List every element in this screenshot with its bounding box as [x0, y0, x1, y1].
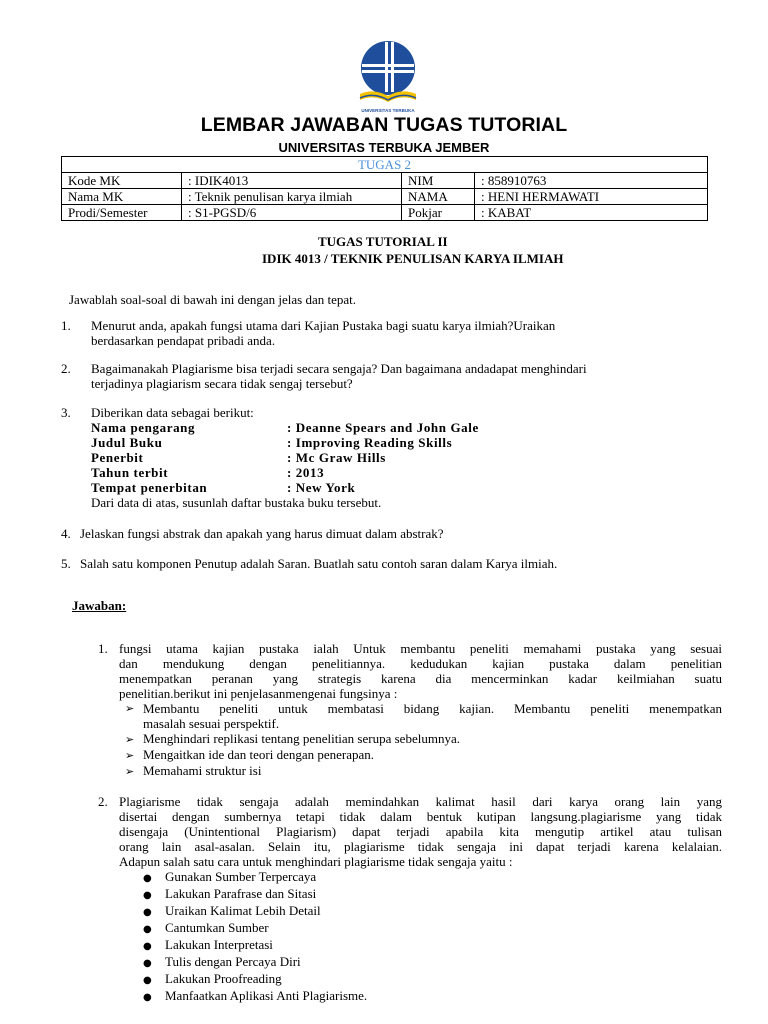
question-4: Jelaskan fungsi abstrak dan apakah yang harus dimuat dalam abstrak?: [80, 526, 444, 541]
question-5: Salah satu komponen Penutup adalah Saran. Buatlah satu contoh saran dalam Karya ilmiah.: [80, 556, 558, 571]
bib-label: Judul Buku: [91, 435, 163, 450]
list-item: [143, 886, 643, 903]
answer-line: orang lain asal-asalan. Selain itu, plagiarisme tidak sengaja ini dapat terjadi karena kelalaian.: [119, 839, 722, 854]
table-cell: Nama MK: [62, 189, 182, 205]
question-line: Menurut anda, apakah fungsi utama dari Kajian Pustaka bagi suatu karya ilmiah?Uraikan: [91, 318, 556, 333]
bullet-text: Lakukan Parafrase dan Sitasi: [165, 886, 317, 901]
list-item: [125, 701, 722, 731]
arrow-bullet-icon: ➢: [125, 765, 135, 778]
question-number: 3.: [61, 405, 71, 420]
question-number: 5.: [61, 556, 71, 571]
answer-line: penelitian.berikut ini penjelasanmengenai fungsinya :: [119, 686, 398, 701]
answer-line: fungsi utama kajian pustaka ialah Untuk membantu peneliti memahami pustaka yang sesuai: [119, 641, 722, 656]
instruction-text: Jawablah soal-soal di bawah ini dengan jelas dan tepat.: [69, 292, 356, 307]
bullet-line: Membantu peneliti untuk membatasi bidang kajian. Membantu peneliti menempatkan: [143, 701, 722, 716]
bib-row: [91, 465, 591, 480]
question-1: [91, 318, 711, 348]
question-number: 4.: [61, 526, 71, 541]
answers-heading: Jawaban:: [72, 598, 127, 613]
table-cell: Kode MK: [62, 173, 182, 189]
bib-row: [91, 435, 591, 450]
table-cell: : Teknik penulisan karya ilmiah: [182, 189, 402, 205]
bib-label: Nama pengarang: [91, 420, 196, 435]
list-item: [125, 747, 722, 763]
bullet-text: Lakukan Interpretasi: [165, 937, 273, 952]
table-cell: NAMA: [402, 189, 475, 205]
bibliography-data: [91, 420, 591, 510]
list-item: [143, 988, 643, 1005]
list-item: [125, 763, 722, 779]
arrow-bullet-icon: ➢: [125, 749, 135, 762]
bib-row: [91, 420, 591, 435]
table-cell: Pokjar: [402, 205, 475, 221]
question-line: Bagaimanakah Plagiarisme bisa terjadi secara sengaja? Dan bagaimana andadapat menghindari: [91, 361, 587, 376]
bullet-line: Mengaitkan ide dan teori dengan penerapan.: [143, 747, 375, 762]
list-item: [143, 920, 643, 937]
bib-label: Tempat penerbitan: [91, 480, 208, 495]
answer-2-paragraph: [119, 794, 722, 869]
university-logo: [348, 38, 428, 114]
bib-row: [91, 450, 591, 465]
question-line: berdasarkan pendapat pribadi anda.: [91, 333, 276, 348]
bib-label: Tahun terbit: [91, 465, 169, 480]
answer-line: menempatkan peranan yang strategis karena dia mencerminkan kadar keilmiahan suatu: [119, 671, 722, 686]
bullet-dot-icon: ●: [143, 975, 152, 986]
list-item: [143, 869, 643, 886]
bullet-text: Cantumkan Sumber: [165, 920, 269, 935]
answer-line: Plagiarisme tidak sengaja adalah memindahkan kalimat hasil dari karya orang lain yang: [119, 794, 722, 809]
table-row: [62, 205, 708, 221]
logo-caption: UNIVERSITAS TERBUKA: [361, 108, 415, 113]
table-cell: : HENI HERMAWATI: [475, 189, 708, 205]
bib-value: : Deanne Spears and John Gale: [287, 420, 479, 435]
student-info-table: [61, 156, 708, 221]
list-item: [143, 937, 643, 954]
page-title: LEMBAR JAWABAN TUGAS TUTORIAL: [200, 114, 568, 136]
bib-value: : New York: [287, 480, 356, 495]
bullet-dot-icon: ●: [143, 907, 152, 918]
bullet-dot-icon: ●: [143, 873, 152, 884]
answer-line: dan mendukung dengan penelitiannya. kedudukan kajian pustaka dalam penelitian: [119, 656, 722, 671]
answer-line: disengaja (Unintentional Plagiarism) dapat terjadi apabila kita mengutip artikel atau tulisan: [119, 824, 722, 839]
question-3-tail: Dari data di atas, susunlah daftar bustaka buku tersebut.: [91, 495, 382, 510]
table-cell: : 858910763: [475, 173, 708, 189]
list-item: [143, 954, 643, 971]
bullet-line: Menghindari replikasi tentang penelitian serupa sebelumnya.: [143, 731, 460, 746]
bullet-dot-icon: ●: [143, 958, 152, 969]
bullet-text: Uraikan Kalimat Lebih Detail: [165, 903, 321, 918]
bullet-line: Memahami struktur isi: [143, 763, 262, 778]
table-cell: NIM: [402, 173, 475, 189]
table-cell: : KABAT: [475, 205, 708, 221]
question-number: 2.: [61, 361, 71, 376]
answer-2-bullets: [143, 869, 643, 1005]
assignment-heading: TUGAS TUTORIAL II: [318, 234, 448, 249]
arrow-bullet-icon: ➢: [125, 733, 135, 746]
bullet-text: Gunakan Sumber Terpercaya: [165, 869, 317, 884]
table-row: [62, 173, 708, 189]
question-line: terjadinya plagiarism secara tidak sengaj tersebut?: [91, 376, 353, 391]
list-item: [143, 971, 643, 988]
bullet-dot-icon: ●: [143, 890, 152, 901]
bib-value: : Mc Graw Hills: [287, 450, 386, 465]
list-item: [125, 731, 722, 747]
table-cell: : IDIK4013: [182, 173, 402, 189]
bullet-dot-icon: ●: [143, 924, 152, 935]
answer-number: 2.: [98, 794, 108, 809]
assignment-subheading: IDIK 4013 / TEKNIK PENULISAN KARYA ILMIAH: [262, 251, 564, 266]
bullet-dot-icon: ●: [143, 941, 152, 952]
bullet-dot-icon: ●: [143, 992, 152, 1003]
tugas-label: TUGAS 2: [62, 157, 708, 173]
table-row: [62, 189, 708, 205]
bullet-text: Tulis dengan Percaya Diri: [165, 954, 301, 969]
arrow-bullet-icon: ➢: [125, 702, 135, 715]
answer-number: 1.: [98, 641, 108, 656]
table-cell: : S1-PGSD/6: [182, 205, 402, 221]
bib-value: : 2013: [287, 465, 325, 480]
list-item: [143, 903, 643, 920]
answer-1-bullets: [125, 701, 722, 779]
bullet-text: Manfaatkan Aplikasi Anti Plagiarisme.: [165, 988, 368, 1003]
bib-value: : Improving Reading Skills: [287, 435, 453, 450]
answer-1-paragraph: [119, 641, 722, 701]
bullet-line: masalah sesuai perspektif.: [143, 716, 280, 731]
bullet-text: Lakukan Proofreading: [165, 971, 282, 986]
question-2: [91, 361, 711, 391]
answer-line: Adapun salah satu cara untuk menghindari plagiarisme tidak sengaja yaitu :: [119, 854, 513, 869]
question-number: 1.: [61, 318, 71, 333]
answer-line: disertai dengan sumbernya tetapi tidak dalam bentuk kutipan langsung.plagiarisme yang tidak: [119, 809, 722, 824]
question-3: Diberikan data sebagai berikut:: [91, 405, 254, 420]
page-subtitle: UNIVERSITAS TERBUKA JEMBER: [278, 140, 490, 155]
table-cell: Prodi/Semester: [62, 205, 182, 221]
bib-label: Penerbit: [91, 450, 144, 465]
bib-row: [91, 480, 591, 495]
